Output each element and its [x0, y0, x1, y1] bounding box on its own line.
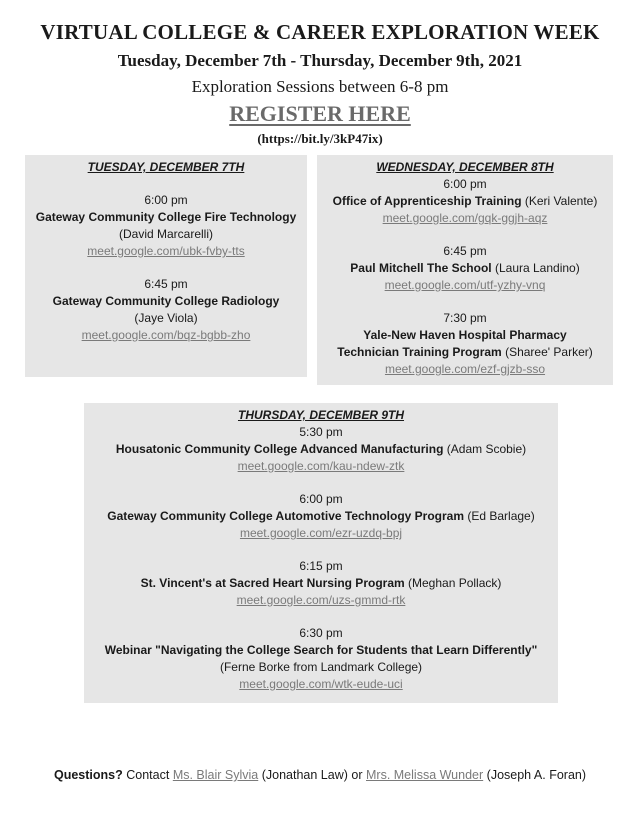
session-name: Gateway Community College Automotive Technology Program [107, 509, 464, 523]
session-host: (Jaye Viola) [134, 311, 198, 325]
session-host: (Keri Valente) [524, 194, 598, 208]
session-host: (Ed Barlage) [467, 509, 535, 523]
meet-link[interactable]: meet.google.com/utf-yzhy-vnq [384, 278, 546, 292]
meet-link[interactable]: meet.google.com/gqk-ggjh-aqz [382, 211, 548, 225]
meet-link[interactable]: meet.google.com/ezr-uzdq-bpj [239, 526, 403, 540]
tuesday-panel [25, 155, 307, 377]
meet-link[interactable]: meet.google.com/kau-ndew-ztk [237, 459, 405, 473]
session-time: 6:00 pm [443, 177, 487, 191]
meet-link[interactable]: meet.google.com/ezf-gjzb-sso [384, 362, 546, 376]
or-word: or [351, 768, 363, 782]
contact-blair-sylvia-link[interactable]: Ms. Blair Sylvia [172, 768, 259, 782]
session-time: 6:45 pm [443, 244, 487, 258]
thursday-panel [84, 403, 558, 703]
session-item [84, 558, 558, 609]
contact2-school: (Joseph A. Foran) [486, 768, 587, 782]
questions-footer [0, 768, 640, 782]
meet-link[interactable]: meet.google.com/ubk-fvby-tts [87, 244, 245, 258]
session-item [84, 424, 558, 475]
session-name: Yale-New Haven Hospital Pharmacy Technician Training Program [337, 328, 567, 359]
register-url: (https://bit.ly/3kP47ix) [257, 131, 383, 146]
contact1-school: (Jonathan Law) [261, 768, 348, 782]
meet-link[interactable]: meet.google.com/uzs-gmmd-rtk [236, 593, 406, 607]
session-item [25, 192, 307, 260]
thursday-heading: THURSDAY, DECEMBER 9TH [237, 408, 405, 422]
session-host: (Adam Scobie) [446, 442, 527, 456]
meet-link[interactable]: meet.google.com/wtk-eude-uci [239, 677, 403, 691]
session-item [317, 176, 613, 227]
session-name: St. Vincent's at Sacred Heart Nursing Program [140, 576, 405, 590]
session-host: (Laura Landino) [494, 261, 580, 275]
meet-link[interactable]: meet.google.com/bqz-bgbb-zho [81, 328, 251, 342]
session-name: Office of Apprenticeship Training [332, 194, 522, 208]
event-dates: Tuesday, December 7th - Thursday, December 9th, 2021 [117, 51, 523, 70]
contact-melissa-wunder-link[interactable]: Mrs. Melissa Wunder [366, 768, 484, 782]
session-host: (Ferne Borke from Landmark College) [219, 660, 423, 674]
session-item [25, 276, 307, 344]
session-name: Paul Mitchell The School [350, 261, 492, 275]
session-host: (Sharee' Parker) [505, 345, 593, 359]
session-host: (Meghan Pollack) [408, 576, 502, 590]
page-title: VIRTUAL COLLEGE & CAREER EXPLORATION WEEK [40, 20, 600, 44]
session-item [84, 491, 558, 542]
wednesday-panel [317, 155, 613, 385]
session-time: 5:30 pm [299, 425, 343, 439]
sessions-time-range: Exploration Sessions between 6-8 pm [191, 77, 449, 96]
session-time: 6:15 pm [299, 559, 343, 573]
session-name: Housatonic Community College Advanced Manufacturing [115, 442, 444, 456]
wednesday-heading: WEDNESDAY, DECEMBER 8TH [376, 160, 554, 174]
session-name: Gateway Community College Fire Technology [35, 210, 297, 224]
session-item [84, 625, 558, 693]
contact-word: Contact [126, 768, 170, 782]
questions-lead: Questions? [53, 768, 123, 782]
session-time: 6:30 pm [299, 626, 343, 640]
session-time: 6:00 pm [299, 492, 343, 506]
register-link[interactable]: REGISTER HERE [229, 101, 411, 126]
session-item [317, 243, 613, 294]
session-time: 6:00 pm [144, 193, 188, 207]
tuesday-heading: TUESDAY, DECEMBER 7TH [87, 160, 245, 174]
session-item [317, 310, 613, 378]
session-time: 6:45 pm [144, 277, 188, 291]
session-time: 7:30 pm [443, 311, 487, 325]
session-name: Gateway Community College Radiology [52, 294, 280, 308]
session-name: Webinar "Navigating the College Search for Students that Learn Differently" [104, 643, 538, 657]
session-host: (David Marcarelli) [118, 227, 213, 241]
